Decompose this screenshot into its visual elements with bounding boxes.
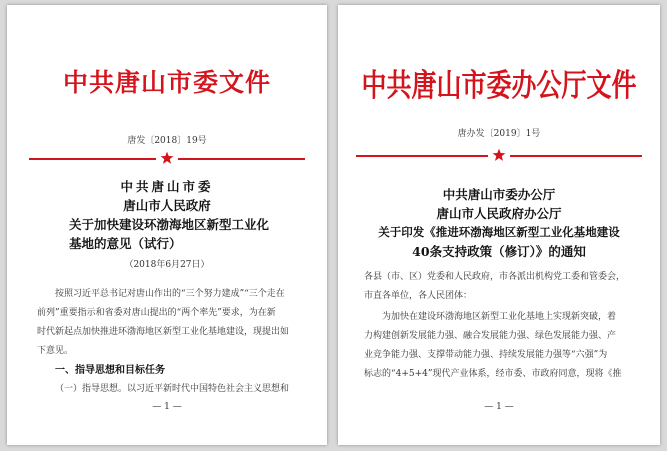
document-body bbox=[364, 308, 646, 384]
document-date: （2018年6月27日） bbox=[124, 260, 210, 270]
body-line: 标志的“4+5+4”现代产业体系，经市委、市政府同意，现将《推 bbox=[364, 369, 622, 379]
body-line: 为加快在建设环渤海地区新型工业化基地上实现新突破，着 bbox=[382, 312, 617, 322]
title-line: 中共唐山市委 bbox=[120, 179, 214, 194]
body-line: 业竞争能力强、支撑带动能力强、持续发展能力强等“六强”为 bbox=[364, 350, 608, 360]
body-line: 时代新起点加快推进环渤海地区新型工业化基地建设，现提出如 bbox=[37, 327, 290, 337]
red-star-icon bbox=[160, 151, 174, 165]
document-body bbox=[37, 285, 307, 399]
addressee-line: 市直各单位，各人民团体： bbox=[364, 291, 473, 301]
document-number: 唐发〔2018〕19号 bbox=[127, 136, 207, 146]
title-line: 唐山市人民政府 bbox=[123, 198, 211, 213]
section-heading: 一、指导思想和目标任务 bbox=[55, 365, 165, 376]
document-title bbox=[7, 177, 327, 253]
title-line: 中共唐山市委办公厅 bbox=[442, 187, 556, 202]
page-number: — 1 — bbox=[484, 402, 514, 412]
red-divider-left bbox=[29, 158, 156, 160]
body-line: （一）指导思想。以习近平新时代中国特色社会主义思想和 bbox=[55, 384, 290, 394]
document-header-title: 中共唐山市委文件 bbox=[62, 68, 271, 97]
title-line: 40条支持政策（修订）》的通知 bbox=[412, 244, 586, 259]
red-divider-right bbox=[178, 158, 305, 160]
body-line: 前列”重要指示和省委对唐山提出的“两个率先”要求，为在新 bbox=[37, 308, 276, 318]
body-line: 力构建创新发展能力强、融合发展能力强、绿色发展能力强、产 bbox=[364, 331, 617, 341]
document-addressee bbox=[364, 268, 646, 306]
title-line: 关于印发《推进环渤海地区新型工业化基地建设 bbox=[378, 225, 620, 239]
red-star-icon bbox=[492, 148, 506, 162]
title-line: 基地的意见（试行） bbox=[69, 236, 182, 251]
title-line: 关于加快建设环渤海地区新型工业化 bbox=[69, 217, 270, 232]
document-page-right bbox=[338, 5, 660, 445]
red-divider-left bbox=[356, 155, 488, 157]
red-divider-right bbox=[510, 155, 642, 157]
body-line: 下意见。 bbox=[37, 346, 74, 356]
addressee-line: 各县（市、区）党委和人民政府，市各派出机构党工委和管委会， bbox=[364, 272, 626, 282]
title-line: 唐山市人民政府办公厅 bbox=[436, 206, 562, 221]
document-number: 唐办发〔2019〕1号 bbox=[457, 129, 541, 139]
document-title bbox=[338, 185, 660, 261]
document-header-title: 中共唐山市委办公厅文件 bbox=[361, 67, 637, 104]
body-line: 按照习近平总书记对唐山作出的“三个努力建成”“三个走在 bbox=[55, 289, 285, 299]
page-number: — 1 — bbox=[152, 402, 182, 412]
document-page-left bbox=[7, 5, 327, 445]
